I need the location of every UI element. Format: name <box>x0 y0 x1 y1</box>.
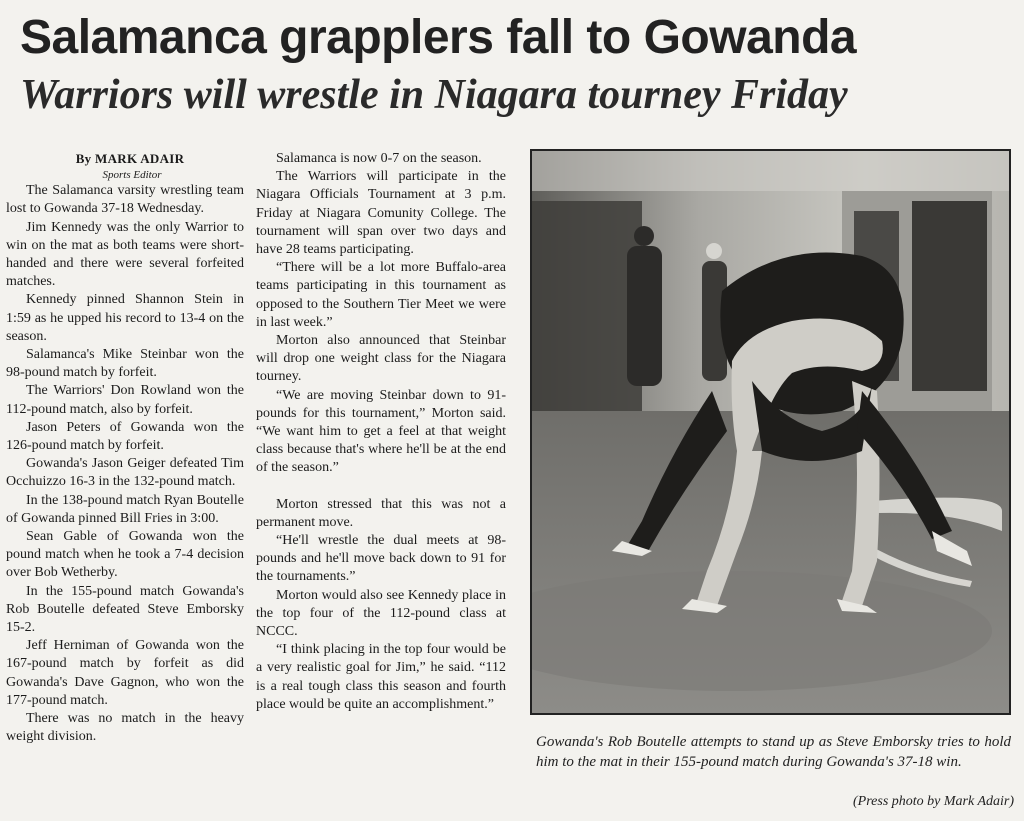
wrestling-photo-image <box>532 151 1009 713</box>
article-column-2 <box>256 150 506 714</box>
paragraph: Salamanca's Mike Steinbar won the 98-pound match by forfeit. <box>6 347 244 381</box>
paragraph: The Warriors will participate in the Niagara Officials Tournament at 3 p.m. Friday at Niagara Comunity College. The tournament will span over two days and have 28 teams participating. <box>256 169 506 258</box>
paragraph: “We are moving Steinbar down to 91-pounds for this tournament,” Morton said. “We want him to get a feel at that weight class because that's where he'll be at the end of the season.” <box>256 387 506 476</box>
paragraph: There was no match in the heavy weight division. <box>6 711 244 745</box>
wrestling-photo <box>530 149 1011 715</box>
paragraph: “I think placing in the top four would be a very realistic goal for Jim,” he said. “112 is a real tough class this season and fourth place would be quite an accomplishment.” <box>256 642 506 712</box>
paragraph: Gowanda's Jason Geiger defeated Tim Occhuizzo 16-3 in the 132-pound match. <box>6 456 244 490</box>
headline: Salamanca grapplers fall to Gowanda <box>20 11 857 64</box>
paragraph: “He'll wrestle the dual meets at 98-pounds and he'll move back down to 91 for the tournaments.” <box>256 533 506 585</box>
paragraph: Sean Gable of Gowanda won the pound match when he took a 7-4 decision over Bob Wetherby. <box>6 529 244 581</box>
paragraph: Kennedy pinned Shannon Stein in 1:59 as he upped his record to 13-4 on the season. <box>6 292 244 344</box>
subheadline: Warriors will wrestle in Niagara tourney Friday <box>20 72 848 118</box>
paragraph: “There will be a lot more Buffalo-area teams participating in this tournament as opposed to the Southern Tier Meet we were in last week.” <box>256 260 506 330</box>
paragraph: Jeff Herniman of Gowanda won the 167-pound match by forfeit as did Gowanda's Dave Gagnon, who won the 177-pound match. <box>6 638 244 708</box>
paragraph: Morton stressed that this was not a permanent move. <box>256 496 506 530</box>
byline-title: Sports Editor <box>102 169 162 182</box>
article-column-1 <box>6 150 244 747</box>
paragraph: In the 155-pound match Gowanda's Rob Boutelle defeated Steve Emborsky 15-2. <box>6 583 244 636</box>
paragraph-gap <box>256 478 506 496</box>
paragraph: Jason Peters of Gowanda won the 126-pound match by forfeit. <box>6 419 244 454</box>
photo-credit: (Press photo by Mark Adair) <box>853 794 1014 809</box>
photo-caption: Gowanda's Rob Boutelle attempts to stand up as Steve Emborsky tries to hold him to the mat in their 155-pound match during Gowanda's 37-18 win. <box>536 734 1011 770</box>
paragraph: Jim Kennedy was the only Warrior to win on the mat as both teams were short-handed and there were several forfeited matches. <box>6 219 244 290</box>
paragraph: The Salamanca varsity wrestling team lost to Gowanda 37-18 Wednesday. <box>6 183 244 217</box>
paragraph: Salamanca is now 0-7 on the season. <box>276 151 482 166</box>
paragraph: The Warriors' Don Rowland won the 112-pound match, also by forfeit. <box>6 383 244 417</box>
paragraph: Morton would also see Kennedy place in the top four of the 112-pound class at NCCC. <box>256 587 506 640</box>
byline-author: By MARK ADAIR <box>75 151 185 166</box>
paragraph: In the 138-pound match Ryan Boutelle of Gowanda pinned Bill Fries in 3:00. <box>6 492 244 526</box>
paragraph: Morton also announced that Steinbar will drop one weight class for the Niagara tourney. <box>256 333 506 385</box>
